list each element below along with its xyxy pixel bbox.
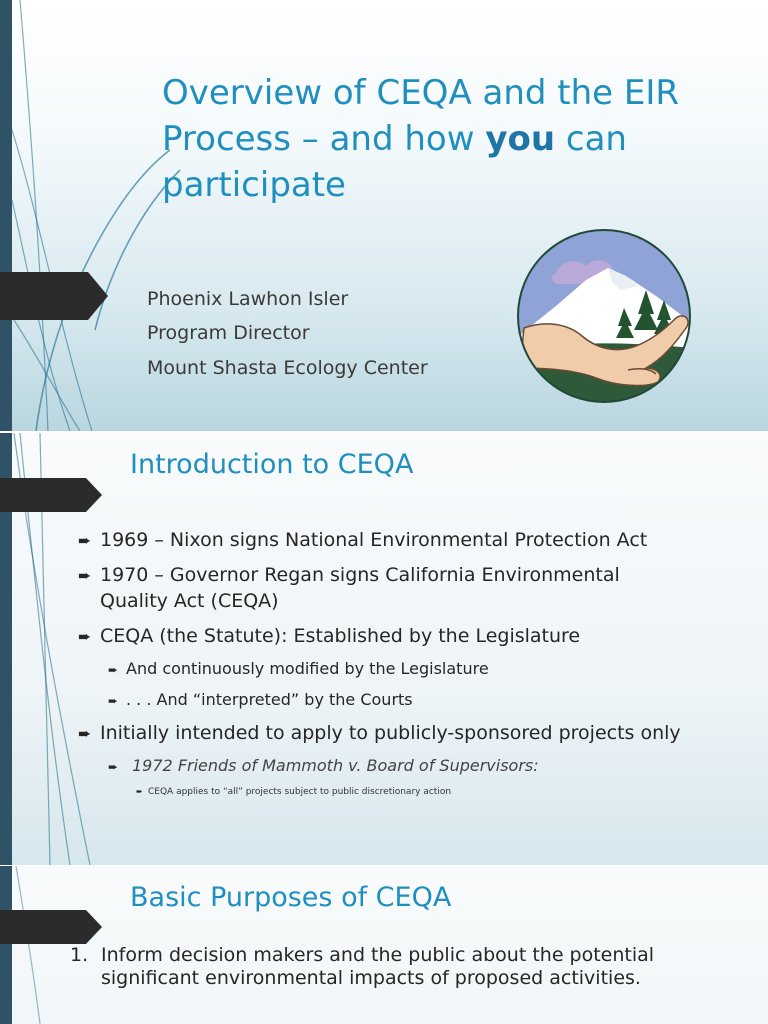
title-part-1: Overview of CEQA and the EIR Process – and how xyxy=(162,73,680,159)
list-number: 1. xyxy=(70,944,89,966)
bullet-item xyxy=(78,529,647,551)
bullet-text-continued: Quality Act (CEQA) xyxy=(100,590,279,612)
sub-sub-bullet-item xyxy=(136,787,451,797)
arrow-bullet-icon: ➨ xyxy=(78,627,92,646)
arrow-bullet-icon: ➨ xyxy=(78,566,92,585)
case-year: 1972 xyxy=(132,756,178,775)
slide-heading: Introduction to CEQA xyxy=(130,449,414,480)
arrow-bullet-icon: ➨ xyxy=(78,724,92,743)
arrow-bullet-icon: ➨ xyxy=(108,760,119,774)
bullet-item xyxy=(78,722,681,744)
slide-tab-marker xyxy=(0,478,104,512)
bullet-item xyxy=(78,625,580,647)
arrow-bullet-icon: ➨ xyxy=(108,663,119,677)
sub-bullet-item xyxy=(108,756,539,775)
arrow-bullet-icon: ➨ xyxy=(108,694,119,708)
presenter-role: Program Director xyxy=(147,322,310,344)
presenter-name: Phoenix Lawhon Isler xyxy=(147,288,349,310)
bullet-text: 1970 – Governor Regan signs California Environmental xyxy=(100,564,620,586)
sub-bullet-text: And continuously modified by the Legislature xyxy=(126,659,489,678)
decorative-swirl-lines xyxy=(0,433,768,865)
title-part-2: can participate xyxy=(162,119,627,205)
arrow-bullet-icon: ➨ xyxy=(136,787,143,796)
case-name: Friends of Mammoth v. Board of Supervisors: xyxy=(177,756,539,775)
bullet-text: 1969 – Nixon signs National Environmental Protection Act xyxy=(100,529,648,551)
sub-sub-bullet-text: CEQA applies to “all” projects subject to public discretionary action xyxy=(148,787,452,797)
list-item-text: Inform decision makers and the public about the potential significant environmental impacts of proposed activities. xyxy=(101,944,655,989)
mount-shasta-ecology-center-logo xyxy=(516,228,692,404)
slide-tab-marker xyxy=(0,272,110,320)
slide-sidebar xyxy=(0,866,12,1024)
title-emphasis: you xyxy=(485,119,556,159)
arrow-bullet-icon: ➨ xyxy=(78,531,92,550)
slide-tab-marker xyxy=(0,910,104,944)
slide-title-text xyxy=(162,70,722,208)
sub-bullet-item xyxy=(108,690,413,709)
slide-introduction xyxy=(0,433,768,865)
slide-title xyxy=(0,0,768,431)
slide-sidebar xyxy=(0,0,12,431)
bullet-text: Initially intended to apply to publicly-sponsored projects only xyxy=(100,722,681,744)
slide-basic-purposes xyxy=(0,866,768,1024)
slide-heading: Basic Purposes of CEQA xyxy=(130,882,452,913)
bullet-item xyxy=(78,564,620,586)
sub-bullet-item xyxy=(108,659,489,678)
sub-bullet-text: . . . And “interpreted” by the Courts xyxy=(126,690,413,709)
bullet-text: CEQA (the Statute): Established by the Legislature xyxy=(100,625,581,647)
presenter-organization: Mount Shasta Ecology Center xyxy=(147,357,428,379)
